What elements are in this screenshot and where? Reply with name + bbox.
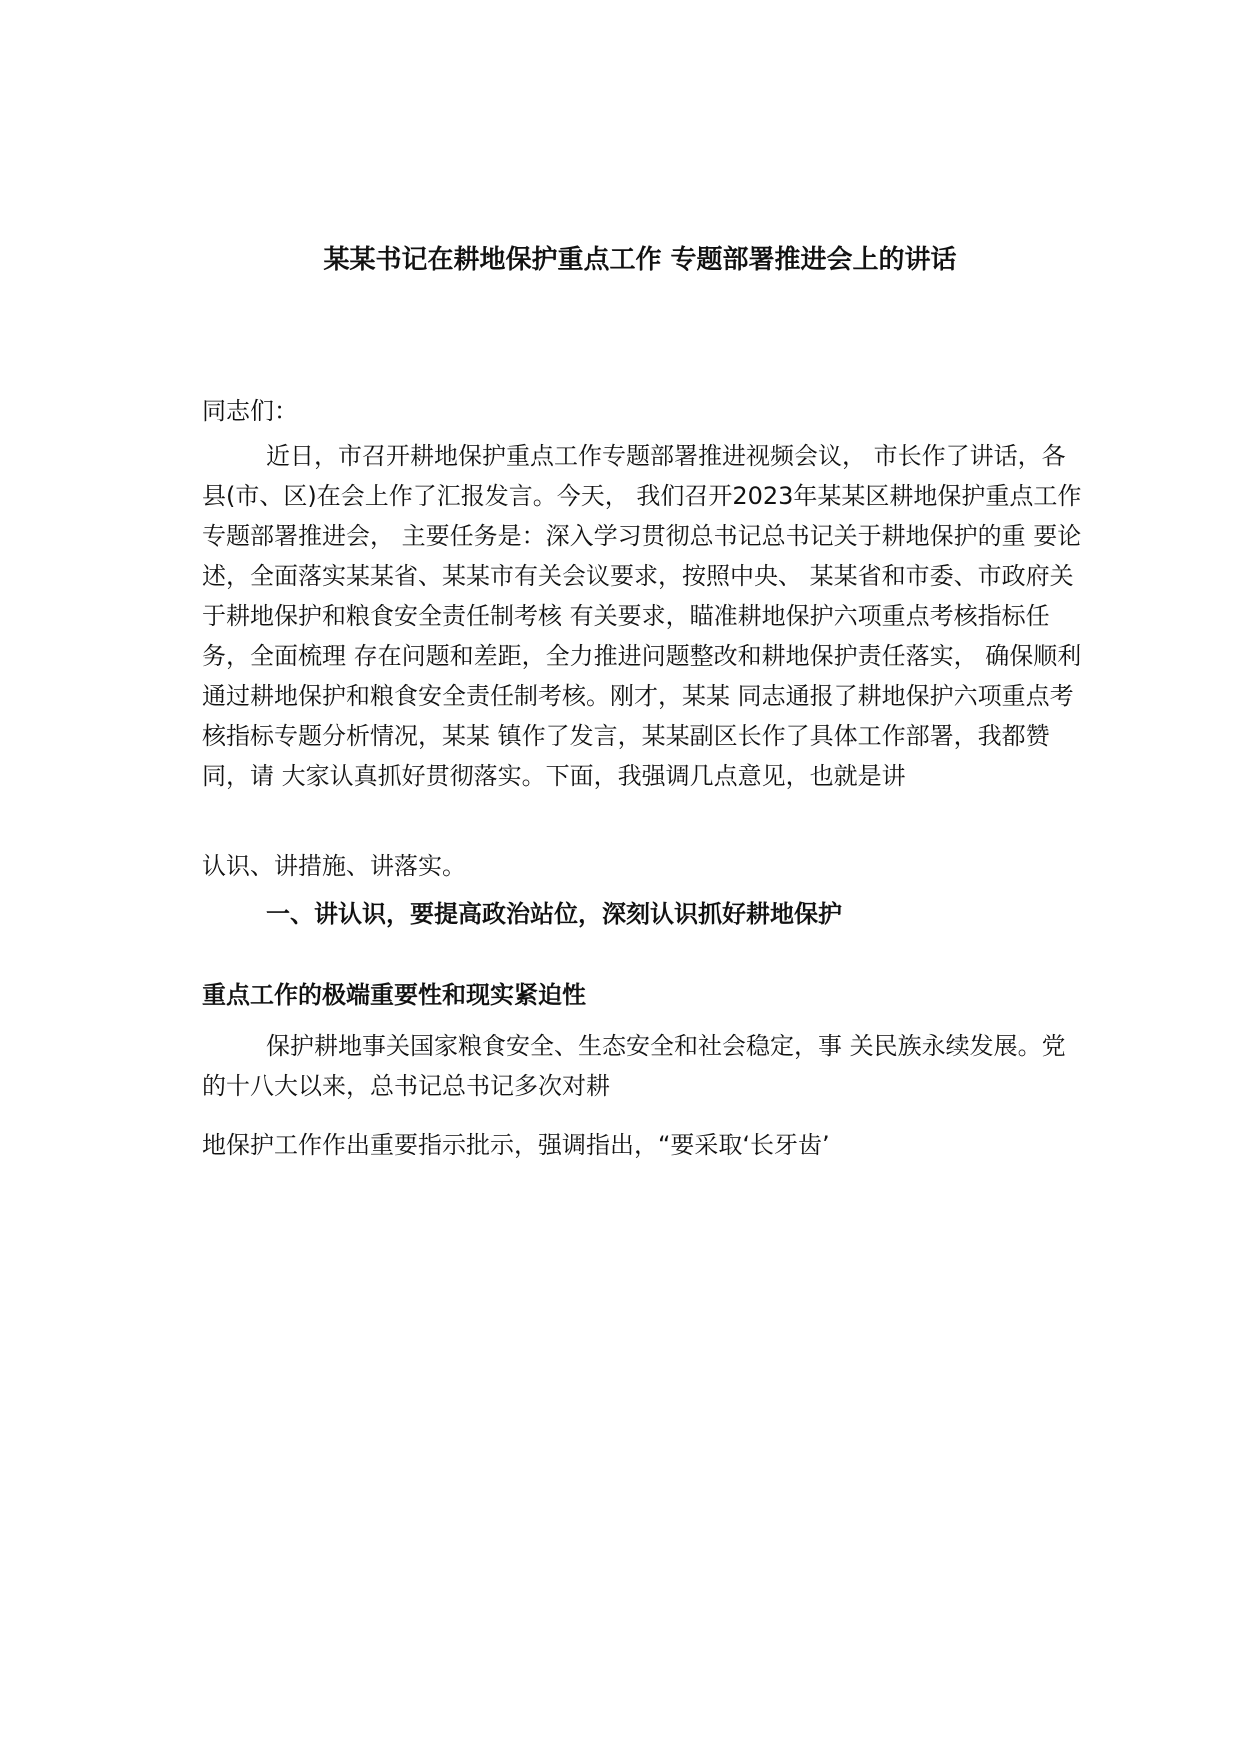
body-text-line: 地保护工作作出重要指示批示，强调指出，“要采取‘长牙齿’ (202, 1131, 830, 1159)
document-title: 某某书记在耕地保护重点工作 专题部署推进会上的讲话 (323, 245, 957, 275)
body-paragraph (202, 1026, 1082, 1106)
section-heading: 一、讲认识，要提高政治站位，深刻认识抓好耕地保护 (266, 900, 842, 928)
body-paragraph (202, 436, 1082, 796)
paragraph-text: 近日，市召开耕地保护重点工作专题部署推进视频会议， 市长作了讲话，各县(市、区)在会上作了汇报发言。今天， 我们召开2023年某某区耕地保护重点工作专题部署推进会， 主要任务是：深入学习贯彻总书记总书记关于耕地保护的重 要论述，全面落实某某省、某某市有关会议要求，按照中央、 某某省和市委、市政府关于耕地保护和粮食安全责任制考核 有关要求，瞄准耕地保护六项重点考核指标任务，全面梳理 存在问题和差距，全力推进问题整改和耕地保护责任落实， 确保顺利通过耕地保护和粮食安全责任制考核。刚才，某某 同志通报了耕地保护六项重点考核指标专题分析情况，某某 镇作了发言，某某副区长作了具体工作部署，我都赞同，请 大家认真抓好贯彻落实。下面，我强调几点意见，也就是讲 (202, 442, 1082, 790)
section-heading-continuation: 重点工作的极端重要性和现实紧迫性 (202, 981, 586, 1009)
body-text-line: 认识、讲措施、讲落实。 (202, 852, 466, 880)
salutation: 同志们： (202, 397, 298, 425)
paragraph-text: 保护耕地事关国家粮食安全、生态安全和社会稳定，事 关民族永续发展。党的十八大以来，总书记总书记多次对耕 (202, 1032, 1066, 1100)
